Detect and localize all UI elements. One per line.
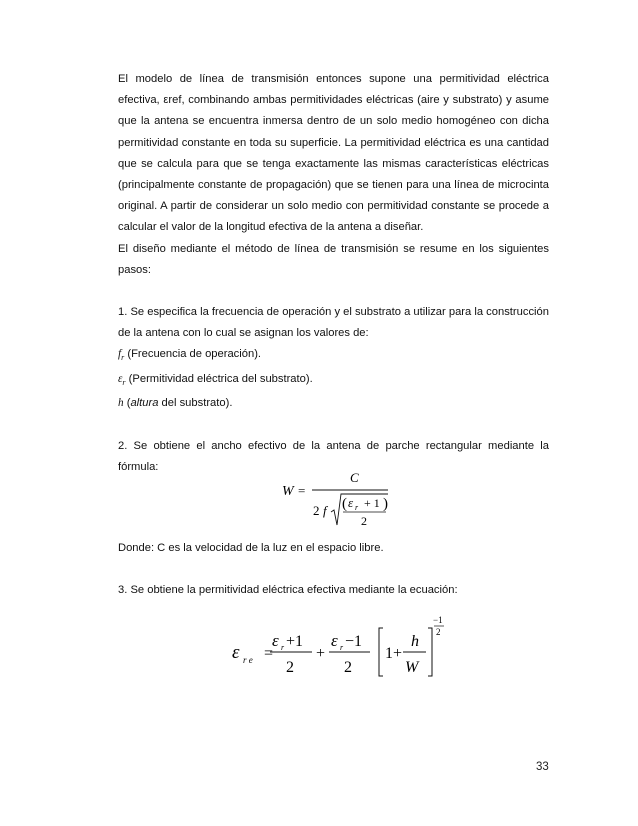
eq2-t1-num: ε — [272, 631, 279, 650]
eq2-t2-den: 2 — [344, 659, 352, 676]
eq2-exp-num: −1 — [433, 615, 443, 625]
eq2-t1-plus: +1 — [286, 633, 304, 650]
param-fr-text: (Frecuencia de operación). — [124, 348, 262, 361]
eq2-lhs-sub: r e — [243, 655, 253, 665]
param-fr-symbol: f — [118, 348, 122, 361]
eq2-lhs: ε — [232, 642, 240, 663]
eq1-eps: ε — [348, 495, 354, 510]
param-fr-sub: r — [121, 353, 125, 363]
paragraph-design-steps: El diseño mediante el método de línea de transmisión se resume en los siguientes pasos: — [118, 242, 549, 276]
step-1: 1. Se especifica la frecuencia de operación y el substrato a utilizar para la construcción de la antena con lo cual se asignan los valores de: — [118, 306, 549, 340]
eq2-equals: = — [264, 645, 274, 662]
param-er-sub: r — [122, 378, 126, 388]
eq1-lhs: W — [282, 484, 294, 499]
eq2-t2-num: ε — [331, 631, 338, 650]
page-body — [118, 69, 549, 478]
eq1-plus-one: + 1 — [364, 496, 380, 510]
param-er — [118, 369, 549, 393]
eq1-f: f — [323, 503, 327, 518]
param-h-open: ( — [123, 397, 131, 410]
eq2-t1-sub: r — [281, 643, 285, 652]
eq2-plus: + — [316, 645, 326, 662]
svg-text:): ) — [383, 496, 388, 512]
eq1-two: 2 — [313, 503, 320, 518]
eq1-den-two: 2 — [361, 514, 367, 528]
param-er-text: (Permitividad eléctrica del substrato). — [125, 372, 313, 385]
eq2-left-bracket — [379, 628, 383, 676]
eq1-sub-r: r — [355, 503, 359, 512]
param-h — [118, 393, 549, 414]
eq1-numerator: C — [350, 470, 359, 485]
eq2-h: h — [411, 633, 419, 650]
eq2-exp-den: 2 — [436, 627, 441, 637]
eq2-t1-den: 2 — [286, 659, 294, 676]
page-number: 33 — [536, 761, 549, 773]
step-2: 2. Se obtiene el ancho efectivo de la antena de parche rectangular mediante la fórmula: — [118, 439, 549, 473]
param-h-symbol: h — [118, 397, 124, 410]
eq2-bracket-one: 1+ — [385, 645, 403, 662]
eq2-W: W — [405, 659, 419, 676]
donde-text: Donde: C es la velocidad de la luz en el espacio libre. — [118, 542, 384, 554]
lower-body — [118, 538, 549, 601]
eq2-t2-sub: r — [340, 643, 344, 652]
param-h-text: del substrato). — [158, 397, 233, 410]
paragraph-intro: El modelo de línea de transmisión entonces supone una permitividad eléctrica efectiva, εref, combinando ambas permitividades eléctricas (aire y substrato) y asume que la antena se encuentra inmersa dentro de un solo medio homogéneo con dicha permitividad constante en toda su superficie. La permitividad eléctrica es una cantidad que se calcula para que se tenga exactamente las mismas características eléctricas (principalmente constante de propagación) que se tienen para una línea de microcinta original. A partir de considerar un solo medio con permitividad constante se procede a calcular el valor de la longitud efectiva de la antena a diseñar. — [118, 73, 549, 234]
equation-width — [280, 470, 400, 532]
param-h-italic: altura — [130, 397, 159, 410]
eq2-right-bracket — [428, 628, 432, 676]
param-fr — [118, 344, 549, 368]
param-er-symbol: ε — [118, 372, 123, 385]
eq2-t2-minus: −1 — [345, 633, 363, 650]
equation-effective-permittivity — [230, 614, 460, 684]
svg-text:(: ( — [342, 496, 347, 512]
eq1-equals: = — [298, 483, 306, 498]
step-3: 3. Se obtiene la permitividad eléctrica efectiva mediante la ecuación: — [118, 584, 458, 597]
